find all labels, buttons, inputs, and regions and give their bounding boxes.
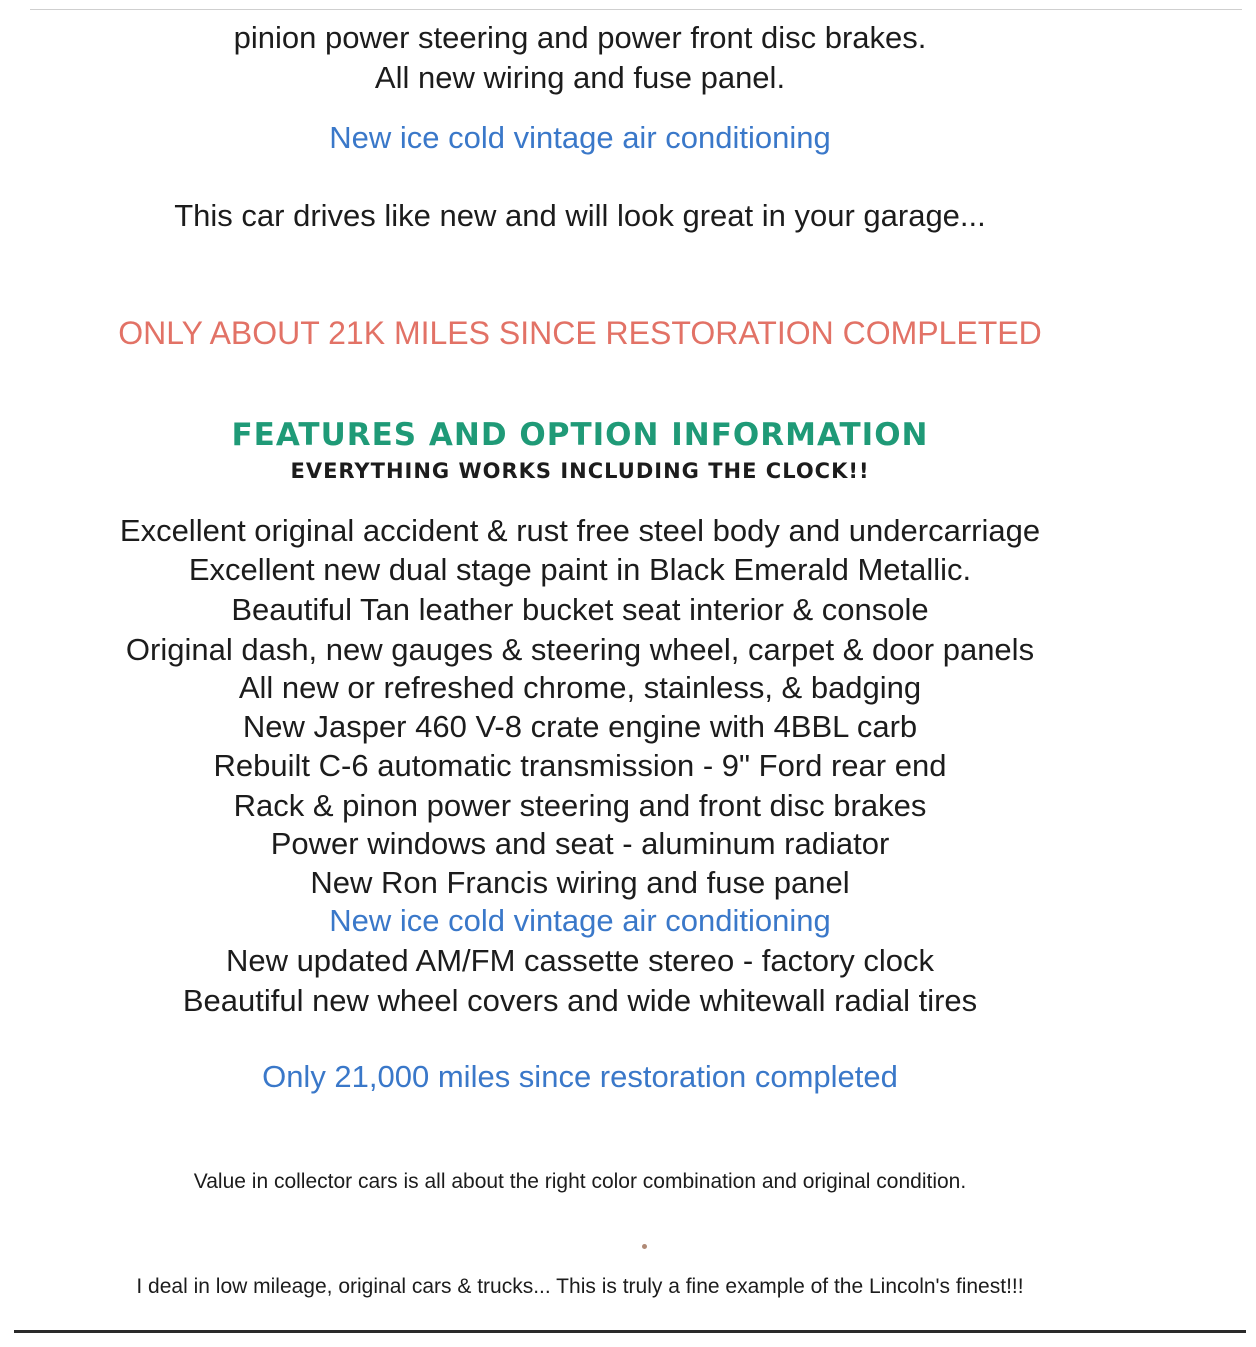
bottom-divider <box>14 1330 1246 1333</box>
feature-item: Excellent new dual stage paint in Black Emerald Metallic. <box>188 552 972 587</box>
feature-item: Rebuilt C-6 automatic transmission - 9" Ford rear end <box>213 748 947 783</box>
drives-line: This car drives like new and will look great in your garage... <box>174 198 986 233</box>
feature-item: All new or refreshed chrome, stainless, & badging <box>238 670 922 705</box>
feature-item: Original dash, new gauges & steering wheel, carpet & door panels <box>125 632 1035 667</box>
intro-line-2: All new wiring and fuse panel. <box>374 60 786 95</box>
features-subheading: EVERYTHING WORKS INCLUDING THE CLOCK!! <box>290 459 870 483</box>
value-statement: Value in collector cars is all about the right color combination and original condition. <box>193 1170 967 1193</box>
miles-since-restoration: Only 21,000 miles since restoration completed <box>262 1059 898 1094</box>
dealer-statement: I deal in low mileage, original cars & trucks... This is truly a fine example of the Lincoln's finest!!! <box>136 1275 1024 1298</box>
stray-dot-mark <box>642 1244 647 1249</box>
intro-line-1: pinion power steering and power front disc brakes. <box>233 20 927 55</box>
feature-item: New Jasper 460 V-8 crate engine with 4BBL carb <box>242 709 918 744</box>
feature-item: New Ron Francis wiring and fuse panel <box>310 865 850 900</box>
feature-item: Beautiful Tan leather bucket seat interior & console <box>231 592 929 627</box>
top-divider <box>30 9 1242 10</box>
feature-item: Power windows and seat - aluminum radiator <box>270 826 890 861</box>
features-heading: FEATURES AND OPTION INFORMATION <box>231 417 929 453</box>
ac-highlight: New ice cold vintage air conditioning <box>329 120 831 155</box>
feature-item-ac: New ice cold vintage air conditioning <box>329 903 831 938</box>
feature-item: Excellent original accident & rust free steel body and undercarriage <box>119 513 1041 548</box>
miles-banner: ONLY ABOUT 21K MILES SINCE RESTORATION COMPLETED <box>118 315 1042 351</box>
feature-item: Beautiful new wheel covers and wide whitewall radial tires <box>182 983 978 1018</box>
feature-item: Rack & pinon power steering and front disc brakes <box>233 788 927 823</box>
feature-item: New updated AM/FM cassette stereo - factory clock <box>225 943 935 978</box>
